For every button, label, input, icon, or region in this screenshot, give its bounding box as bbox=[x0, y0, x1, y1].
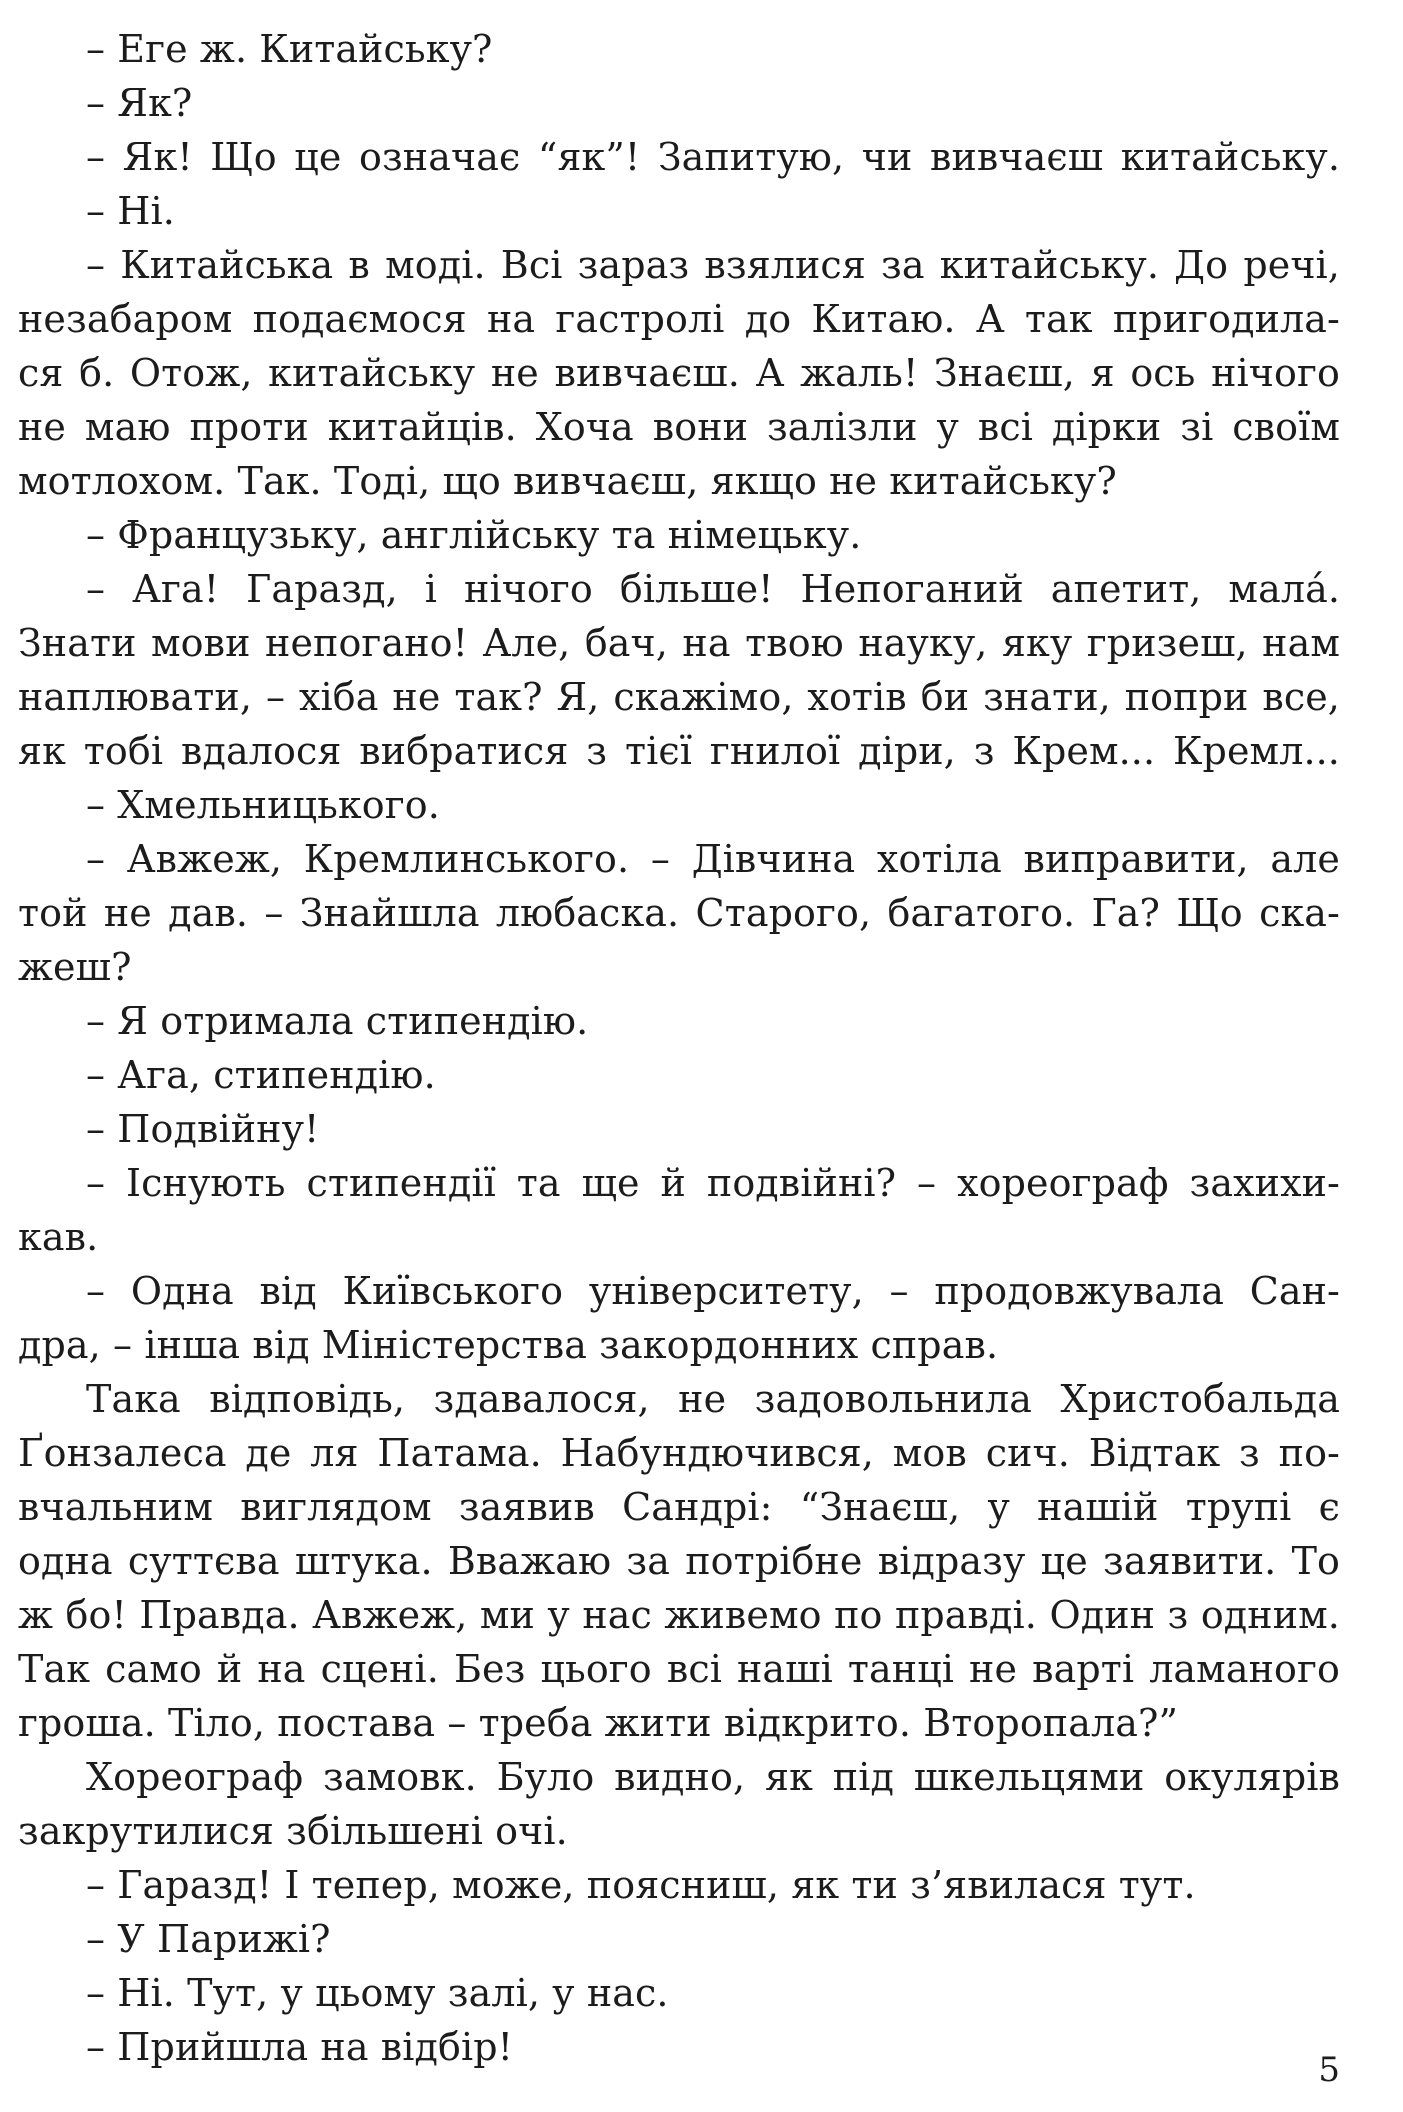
text-line: – Як? bbox=[86, 81, 193, 125]
text-line: Така відповідь, здавалося, не задовольнила Христобальда bbox=[86, 1377, 1340, 1421]
text-line: не маю проти китайців. Хоча вони залізли у всі дірки зі своїм bbox=[18, 405, 1340, 449]
text-line: закрутилися збільшені очі. bbox=[18, 1809, 568, 1853]
text-line: як тобі вдалося вибратися з тієї гнилої діри, з Крем... Кремл... bbox=[18, 729, 1340, 773]
text-line: той не дав. – Знайшла любаска. Старого, багатого. Га? Що ска- bbox=[18, 891, 1340, 935]
text-line: мотлохом. Так. Тоді, що вивчаєш, якщо не китайську? bbox=[18, 459, 1117, 503]
text-line: – Ага, стипендію. bbox=[86, 1053, 436, 1097]
text-line: – Авжеж, Кремлинського. – Дівчина хотіла виправити, але bbox=[86, 837, 1340, 881]
text-line: Хореограф замовк. Було видно, як під шкельцями окулярів bbox=[86, 1755, 1340, 1799]
text-line: – Ні. bbox=[86, 189, 175, 233]
text-line: – Існують стипендії та ще й подвійні? – хореограф захихи- bbox=[86, 1161, 1340, 1205]
text-line: – Ні. Тут, у цьому залі, у нас. bbox=[86, 1971, 669, 2015]
page-text bbox=[18, 22, 1340, 2074]
text-line: гроша. Тіло, постава – треба жити відкрито. Второпала?” bbox=[18, 1701, 1178, 1745]
text-line: – Французьку, англійську та німецьку. bbox=[86, 513, 862, 557]
text-line: – Ага! Гаразд, і нічого більше! Непоганий апетит, малá. bbox=[86, 567, 1340, 611]
text-line: одна суттєва штука. Вважаю за потрібне відразу це заявити. То bbox=[18, 1539, 1340, 1583]
text-line: ж бо! Правда. Авжеж, ми у нас живемо по правді. Один з одним. bbox=[18, 1593, 1340, 1637]
text-line: ся б. Отож, китайську не вивчаєш. А жаль! Знаєш, я ось нічого bbox=[18, 351, 1340, 395]
text-line: наплювати, – хіба не так? Я, скажімо, хотів би знати, попри все, bbox=[18, 675, 1340, 719]
text-line: вчальним виглядом заявив Сандрі: “Знаєш, у нашій трупі є bbox=[18, 1485, 1340, 1529]
text-line: – У Парижі? bbox=[86, 1917, 331, 1961]
text-line: незабаром подаємося на гастролі до Китаю. А так пригодила- bbox=[18, 297, 1340, 341]
text-line: дра, – інша від Міністерства закордонних справ. bbox=[18, 1323, 999, 1367]
text-line: Ґонзалеса де ля Патама. Набундючився, мов сич. Відтак з по- bbox=[18, 1431, 1340, 1475]
text-line: – Я отримала стипендію. bbox=[86, 999, 589, 1043]
text-line: – Як! Що це означає “як”! Запитую, чи вивчаєш китайську. bbox=[86, 135, 1340, 179]
page-number: 5 bbox=[1318, 2050, 1340, 2090]
text-line: – Прийшла на відбір! bbox=[86, 2025, 514, 2069]
text-line: – Хмельницького. bbox=[86, 783, 440, 827]
text-line: – Одна від Київського університету, – продовжувала Сан- bbox=[86, 1269, 1340, 1313]
text-line: – Еге ж. Китайську? bbox=[86, 27, 493, 71]
text-line: жеш? bbox=[18, 945, 132, 989]
text-line: – Подвійну! bbox=[86, 1107, 320, 1151]
text-line: кав. bbox=[18, 1215, 99, 1259]
text-line: Так само й на сцені. Без цього всі наші танці не варті ламаного bbox=[18, 1647, 1340, 1691]
text-line: – Китайська в моді. Всі зараз взялися за китайську. До речі, bbox=[86, 243, 1340, 287]
text-line: – Гаразд! І тепер, може, поясниш, як ти з’явилася тут. bbox=[86, 1863, 1196, 1907]
text-line: Знати мови непогано! Але, бач, на твою науку, яку гризеш, нам bbox=[18, 621, 1340, 665]
